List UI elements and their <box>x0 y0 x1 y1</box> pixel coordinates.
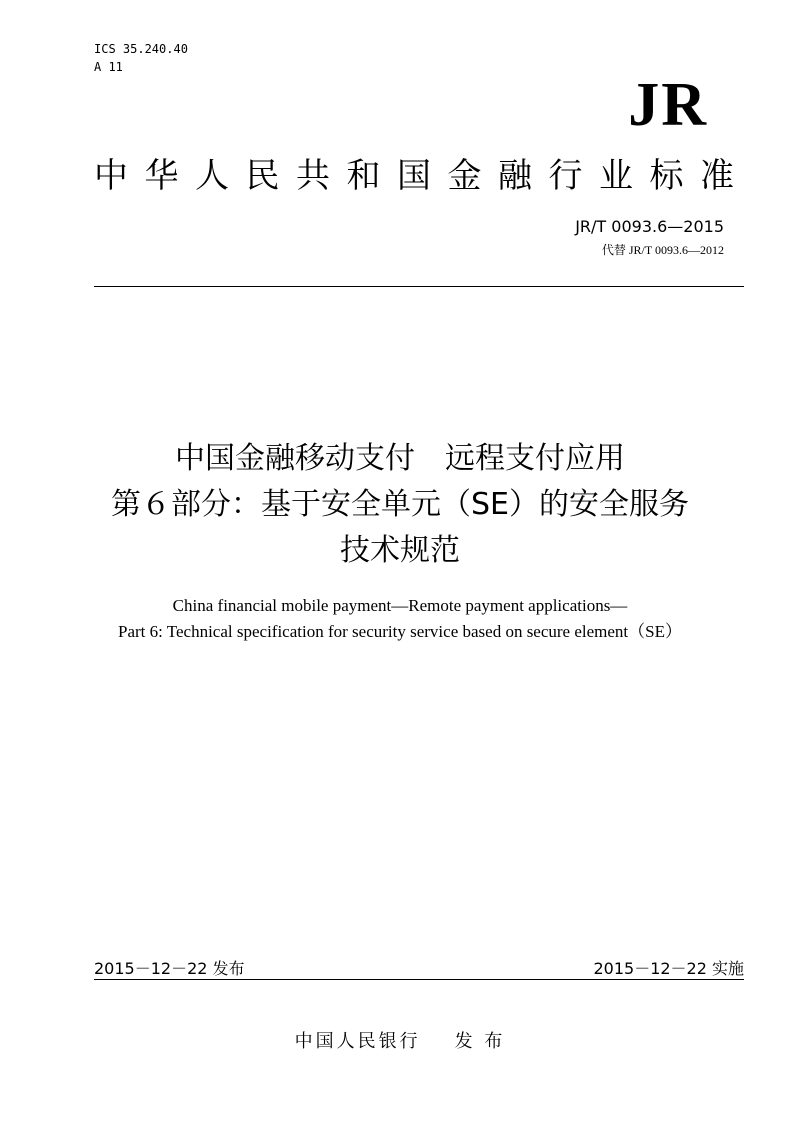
banner-char: 行 <box>548 156 583 196</box>
banner-char: 国 <box>397 156 431 196</box>
title-en-line1: China financial mobile payment—Remote payment applications— <box>172 596 628 615</box>
banner-char: 华 <box>144 156 179 196</box>
issue-date: 2015－12－22 发布 <box>94 959 245 978</box>
standard-banner <box>94 152 734 200</box>
footer-divider <box>94 979 744 980</box>
publisher <box>0 1030 800 1054</box>
banner-char: 民 <box>245 156 280 196</box>
banner-char: 人 <box>195 156 229 196</box>
standard-number: JR/T 0093.6—2015 <box>575 217 724 236</box>
jr-logo: JR <box>628 71 708 139</box>
banner-char: 中 <box>94 156 128 196</box>
banner-char: 准 <box>700 156 734 196</box>
title-zh-line3: 技术规范 <box>340 533 460 568</box>
banner-char: 共 <box>296 156 330 196</box>
replaces-standard: 代替 JR/T 0093.6—2012 <box>601 243 724 257</box>
header-divider <box>94 286 744 287</box>
publisher-action: 发 布 <box>454 1031 506 1052</box>
classification-code: A 11 <box>94 60 123 74</box>
ics-code: ICS 35.240.40 <box>94 42 188 56</box>
banner-char: 和 <box>346 156 381 196</box>
banner-char: 业 <box>599 156 633 196</box>
banner-char: 金 <box>447 156 482 196</box>
banner-char: 标 <box>649 156 684 196</box>
title-zh-line2: 第６部分：基于安全单元（SE）的安全服务 <box>111 487 689 522</box>
implementation-date: 2015－12－22 实施 <box>593 959 744 978</box>
title-en-line2: Part 6: Technical specification for security service based on secure element（SE） <box>117 622 682 641</box>
banner-char: 融 <box>498 156 532 196</box>
title-zh-line1: 中国金融移动支付 远程支付应用 <box>175 441 625 476</box>
publisher-name: 中国人民银行 <box>294 1031 421 1052</box>
